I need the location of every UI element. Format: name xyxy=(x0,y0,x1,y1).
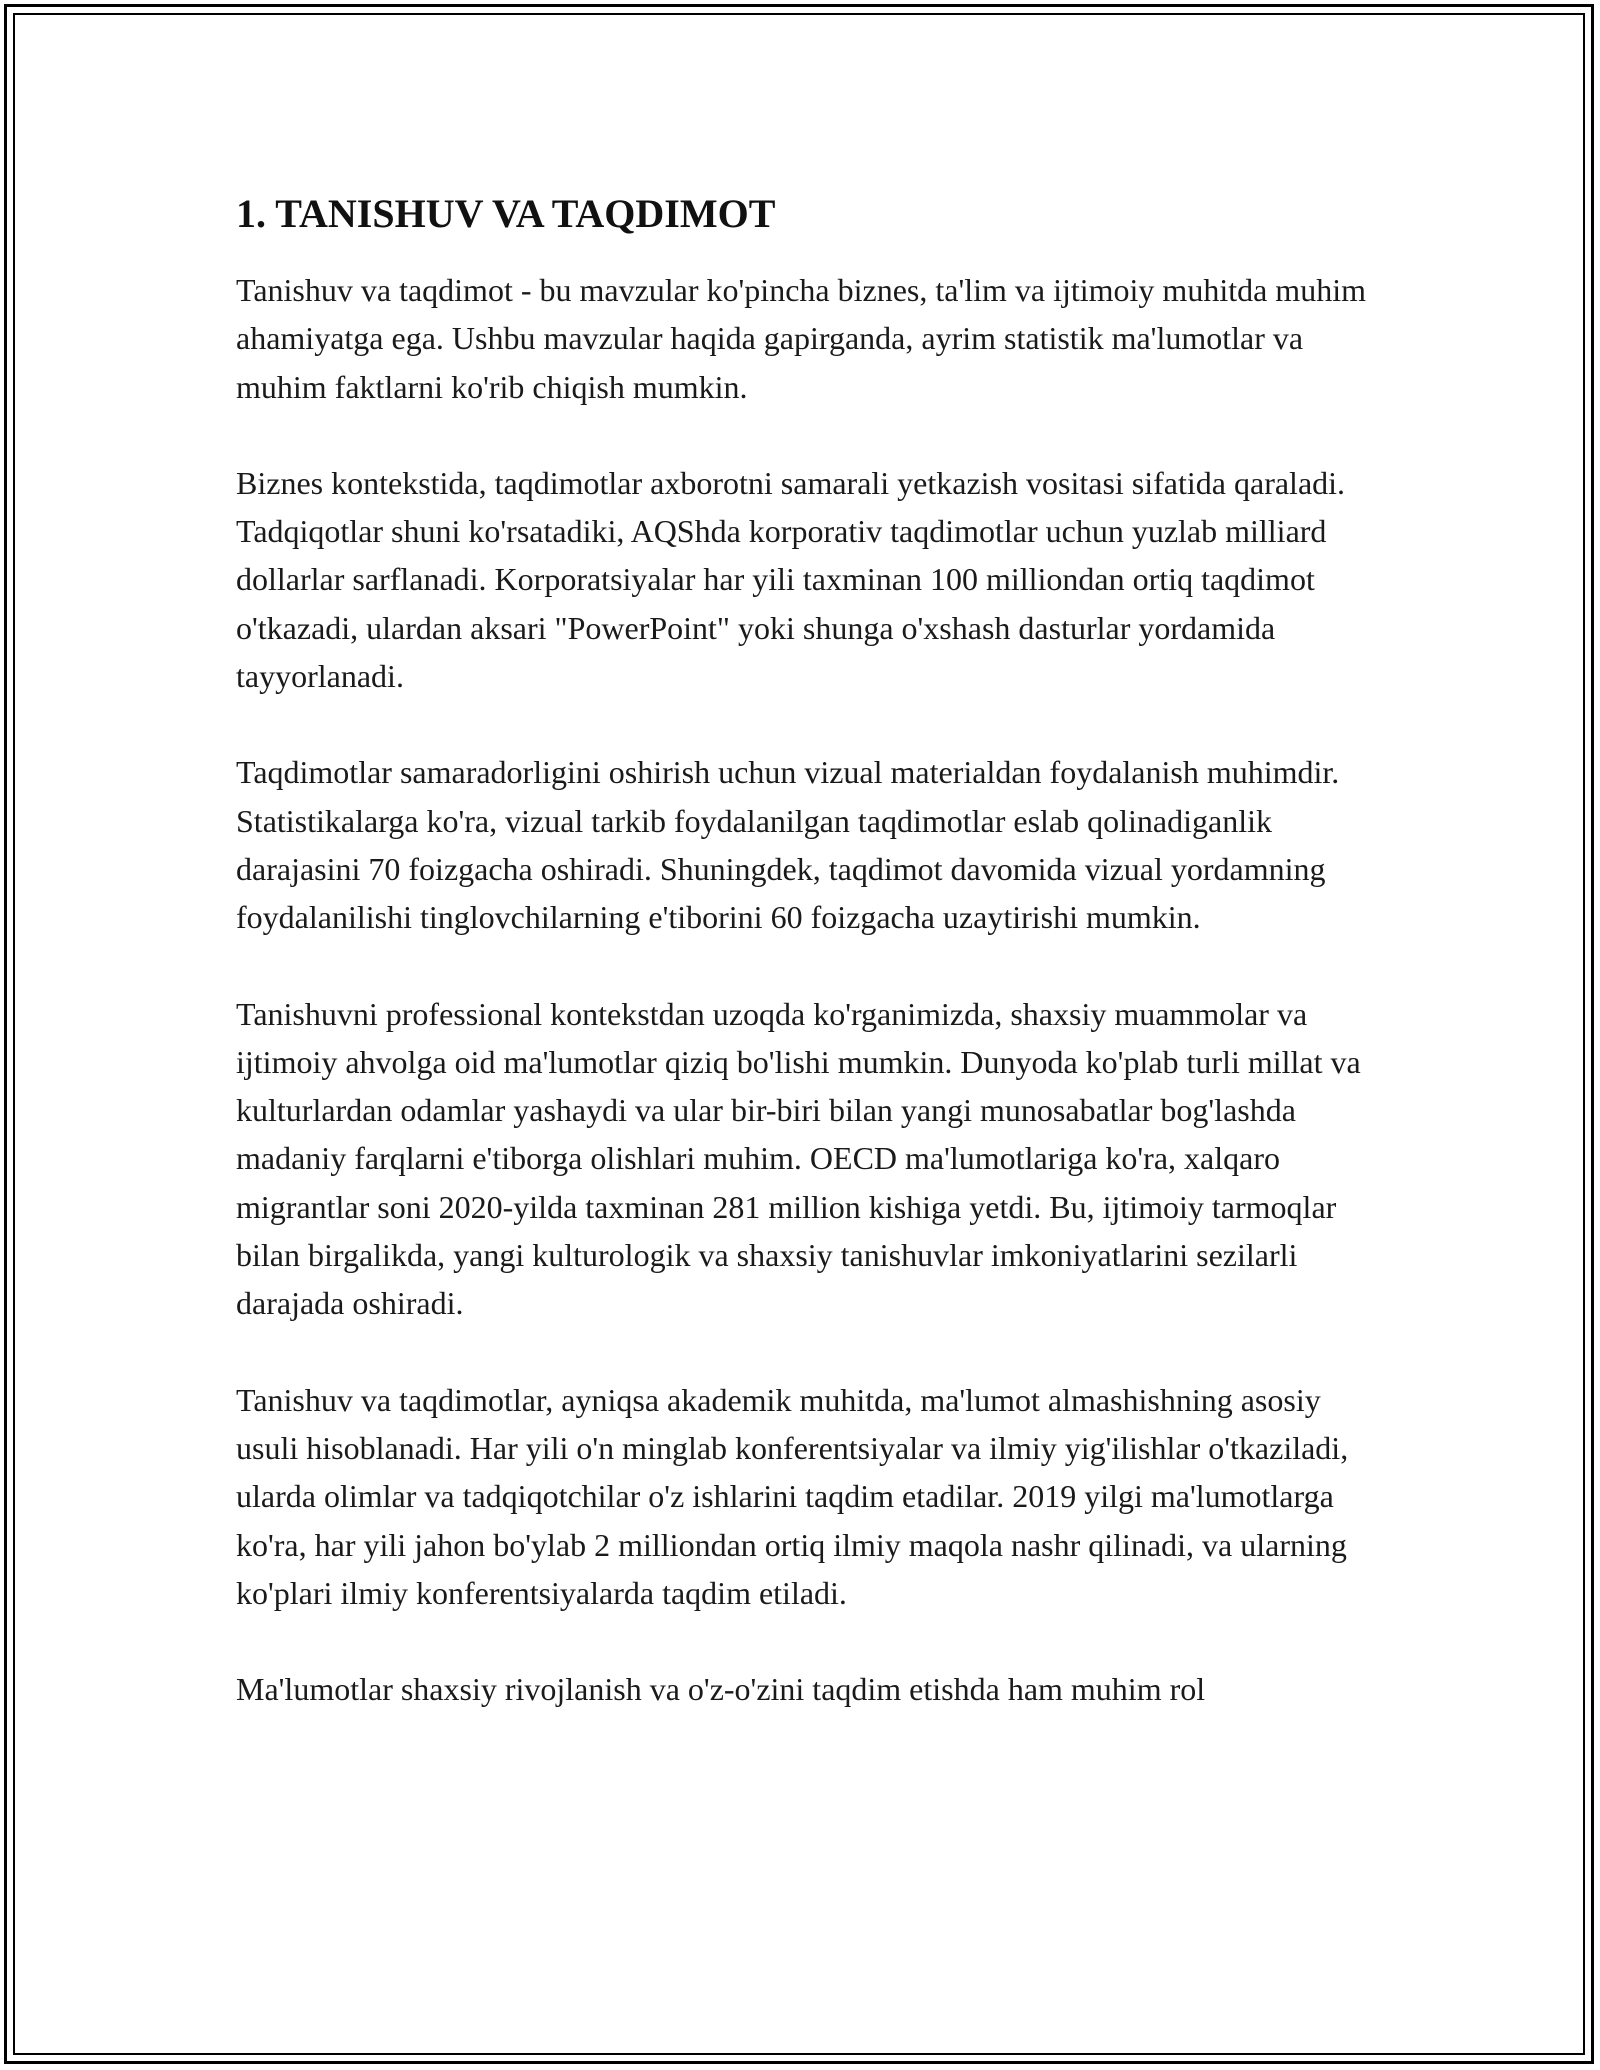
section-heading: 1. TANISHUV VA TAQDIMOT xyxy=(236,191,776,236)
paragraph-academic: Tanishuv va taqdimotlar, ayniqsa akademik muhitda, ma'lumot almashishning asosiy usuli hisoblanadi. Har yili o'n minglab konferentsiyalar va ilmiy yig'ilishlar o'tkaziladi, ularda olimlar va tadqiqotchilar o'z ishlarini taqdim etadilar. 2019 yilgi ma'lumotlarga ko'ra, har yili jahon bo'ylab 2 milliondan ortiq ilmiy maqola nashr qilinadi, va ularning ko'plari ilmiy konferentsiyalarda taqdim etiladi. xyxy=(236,1381,1349,1611)
paragraph-visuals: Taqdimotlar samaradorligini oshirish uchun vizual materialdan foydalanish muhimdir. Statistikalarga ko'ra, vizual tarkib foydalanilgan taqdimotlar eslab qolinadiganlik darajasini 70 foizgacha oshiradi. Shuningdek, taqdimot davomida vizual yordamning foydalanilishi tinglovchilarning e'tiborini 60 foizgacha uzaytirishi mumkin. xyxy=(236,754,1340,936)
paragraph-intro: Tanishuv va taqdimot - bu mavzular ko'pincha biznes, ta'lim va ijtimoiy muhitda muhim ahamiyatga ega. Ushbu mavzular haqida gapirganda, ayrim statistik ma'lumotlar va muhim faktlarni ko'rib chiqish mumkin. xyxy=(236,272,1366,405)
paragraph-business: Biznes kontekstida, taqdimotlar axborotni samarali yetkazish vositasi sifatida qaraladi. Tadqiqotlar shuni ko'rsatadiki, AQShda korporativ taqdimotlar uchun yuzlab milliard dollarlar sarflanadi. Korporatsiyalar har yili taxminan 100 milliondan ortiq taqdimot o'tkazadi, ulardan aksari "PowerPoint" yoki shunga o'xshash dasturlar yordamida tayyorlanadi. xyxy=(236,464,1346,695)
paragraph-social: Tanishuvni professional kontekstdan uzoqda ko'rganimizda, shaxsiy muammolar va ijtimoiy ahvolga oid ma'lumotlar qiziq bo'lishi mumkin. Dunyoda ko'plab turli millat va kulturlardan odamlar yashaydi va ular bir-biri bilan yangi munosabatlar bog'lashda madaniy farqlarni e'tiborga olishlari muhim. OECD ma'lumotlariga ko'ra, xalqaro migrantlar soni 2020-yilda taxminan 281 million kishiga yetdi. Bu, ijtimoiy tarmoqlar bilan birgalikda, yangi kulturologik va shaxsiy tanishuvlar imkoniyatlarini sezilarli darajada oshiradi. xyxy=(236,995,1361,1322)
document-page xyxy=(236,186,1370,1761)
paragraph-personal: Ma'lumotlar shaxsiy rivojlanish va o'z-o'zini taqdim etishda ham muhim rol xyxy=(236,1671,1206,1708)
